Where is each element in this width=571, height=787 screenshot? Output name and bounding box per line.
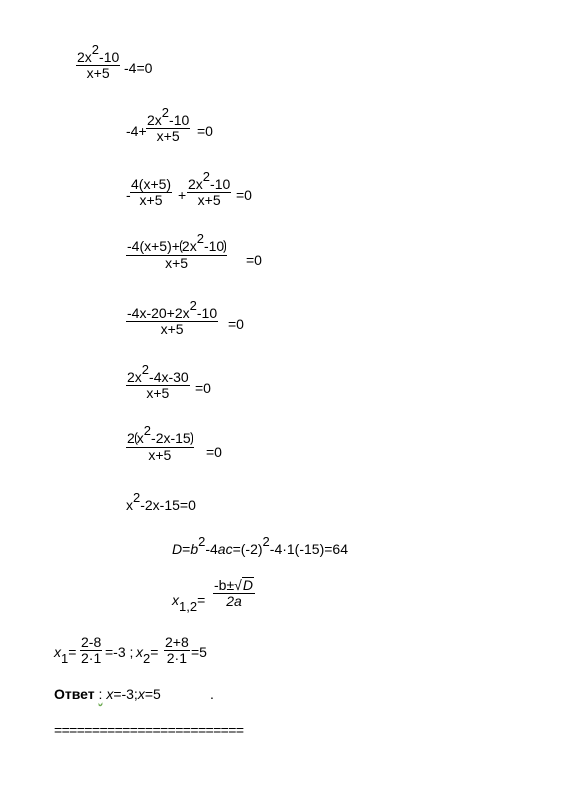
- denominator: x+5: [165, 255, 189, 271]
- root-1-lhs: $x_1=$: [54, 644, 77, 666]
- equation-lead: -: [126, 187, 131, 203]
- trailing-dot: .: [210, 686, 214, 702]
- denominator: 2·1: [81, 650, 102, 666]
- root-2-value: =5: [191, 644, 207, 660]
- root-1-value: =-3 ;: [105, 644, 134, 660]
- parenthesized-group: $x^2-2x-15$: [136, 423, 191, 446]
- fraction: [130, 177, 172, 208]
- fraction: [146, 105, 190, 144]
- denominator: x+5: [86, 65, 110, 81]
- equation-tail: =0: [246, 252, 262, 268]
- answer-line: Ответ : x=-3;x=5: [54, 686, 161, 702]
- denominator: x+5: [148, 447, 172, 463]
- equation-tail: -4=0: [124, 60, 153, 76]
- sqrt-icon: √: [234, 577, 242, 593]
- denominator: x+5: [139, 192, 163, 208]
- operator: +: [178, 187, 187, 203]
- fraction: [213, 577, 255, 609]
- parenthesized-group: $2x^2-10$: [181, 231, 225, 254]
- numerator: $-4x-20+2x^2-10$: [127, 298, 218, 321]
- fraction: [80, 635, 102, 666]
- root-2-lhs: $x_2=$: [136, 644, 159, 666]
- fraction: [187, 169, 231, 208]
- denominator: x+5: [197, 192, 221, 208]
- denominator: x+5: [146, 385, 170, 401]
- numerator: -b±√D: [214, 577, 253, 593]
- fraction: [164, 635, 190, 666]
- equation-tail: =0: [236, 187, 252, 203]
- equation-tail: =0: [195, 380, 211, 396]
- roots-formula-lhs: $x_{1,2}=$: [172, 592, 206, 614]
- numerator: $-4(x+5)+ 2x^2-10$: [126, 238, 227, 256]
- numerator: $2x^2-10$: [147, 105, 190, 128]
- fraction: [126, 231, 227, 271]
- denominator: x+5: [160, 321, 184, 337]
- numerator: $2x^2-4x-30$: [127, 362, 189, 385]
- equation-lead: -4+: [126, 123, 147, 139]
- fraction: [126, 362, 190, 401]
- separator-line: =========================: [54, 722, 244, 738]
- discriminant-formula: $D=b^2-4ac=(-2)^2-4\cdot 1(-15)=64$: [172, 534, 348, 557]
- numerator: 2-8: [81, 634, 102, 650]
- equation-tail: =0: [197, 123, 213, 139]
- numerator: 2+8: [165, 634, 189, 650]
- denominator: x+5: [156, 128, 180, 144]
- numerator: $2x^2-10$: [188, 169, 231, 192]
- numerator: $2x^2-10$: [77, 42, 120, 65]
- fraction: [126, 298, 218, 337]
- numerator: 2 $x^2-2x-15$: [126, 430, 194, 448]
- fraction: [76, 42, 120, 81]
- numerator: 4(x+5): [131, 176, 172, 192]
- quadratic-equation: $x^2-2x-15=0$: [126, 490, 196, 513]
- denominator: 2·1: [166, 650, 187, 666]
- equation-tail: =0: [206, 444, 222, 460]
- denominator: 2a: [226, 593, 242, 609]
- fraction: [126, 423, 194, 463]
- equation-tail: =0: [228, 316, 244, 332]
